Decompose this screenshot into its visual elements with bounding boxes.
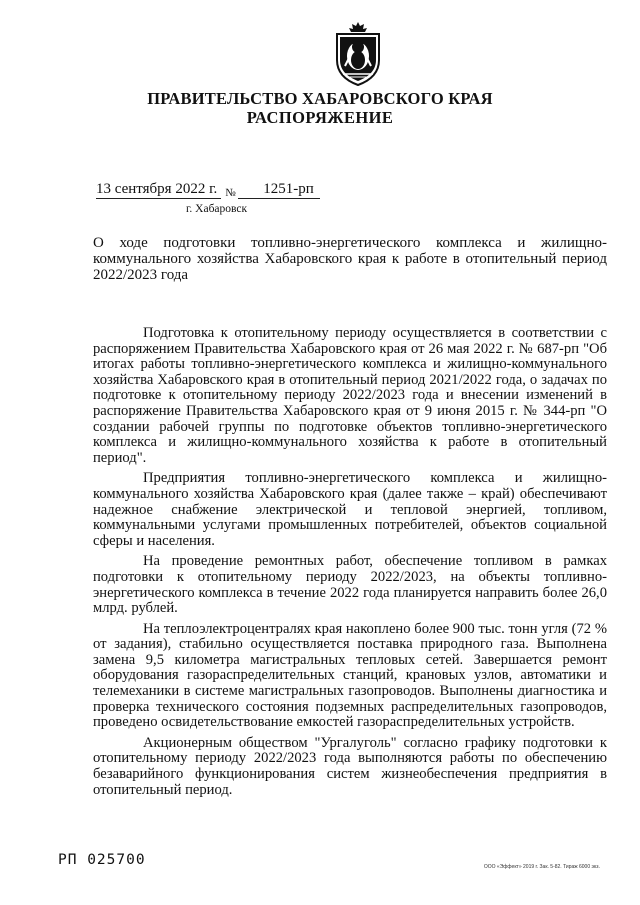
form-serial-number: РП 025700 — [58, 852, 146, 868]
government-title: ПРАВИТЕЛЬСТВО ХАБАРОВСКОГО КРАЯ — [147, 89, 493, 108]
printer-imprint: ООО «Эффект» 2019 г. Зак. 5-82. Тираж 6000 экз. — [483, 864, 600, 870]
date-number-line — [96, 181, 320, 199]
document-type-title: РАСПОРЯЖЕНИЕ — [246, 108, 394, 127]
paragraph: На теплоэлектроцентралях края накоплено более 900 тыс. тонн угля (72 % от задания), стабильно осуществляется поставка природного газа. Выполнена замена 9,5 километра магистральных тепловых сетей. Завершается ремонт оборудования газораспределительных станций, крановых узлов, автоматики и телемеханики в системе магистральных газопроводов. Выполнены диагностика и проверка технического состояния подземных распределительных газопроводов, проведено освидетельствование емкостей газораспределительных устройств. — [93, 620, 607, 731]
paragraph: Предприятия топливно-энергетического комплекса и жилищно-коммунального хозяйства Хабаровского края (далее также – край) обеспечивают надежное снабжение электрической и тепловой энергией, топливом, коммунальными услугами промышленных потребителей, объектов социальной сферы и населения. — [93, 470, 607, 549]
number-sign: № — [225, 187, 236, 199]
document-subject: О ходе подготовки топливно-энергетического комплекса и жилищно-коммунального хозяйства Хабаровского края к работе в отопительный период 2022/2023 года — [93, 235, 607, 283]
document-date: 13 сентября 2022 г. — [96, 181, 221, 199]
coat-of-arms-icon — [329, 20, 387, 86]
city-label: г. Хабаровск — [186, 203, 248, 215]
document-number: 1251-рп — [238, 181, 320, 199]
paragraph: Акционерным обществом "Ургалуголь" согласно графику подготовки к отопительному периоду 2022/2023 года выполняются работы по обеспечению безаварийного функционирования систем жизнеобеспечения предприятия в отопительный период. — [93, 734, 607, 798]
paragraph: Подготовка к отопительному периоду осуществляется в соответствии с распоряжением Правительства Хабаровского края от 26 мая 2022 г. № 687-рп "Об итогах работы топливно-энергетического комплекса и жилищно-коммунального хозяйства Хабаровского края в отопительный период 2021/2022 года, о задачах по подготовке к отопительному периоду 2022/2023 года и внесении изменений в распоряжение Правительства Хабаровского края от 9 июня 2015 г. № 344-рп "О создании рабочей группы по подготовке объектов топливно-энергетического комплекса и жилищно-коммунального хозяйства к работе в отопительный период". — [93, 325, 607, 466]
paragraph: На проведение ремонтных работ, обеспечение топливом в рамках подготовки к отопительному периоду 2022/2023, на объекты топливно-энергетического комплекса в течение 2022 года планируется направить более 26,0 млрд. рублей. — [93, 553, 607, 617]
document-body — [93, 326, 607, 803]
